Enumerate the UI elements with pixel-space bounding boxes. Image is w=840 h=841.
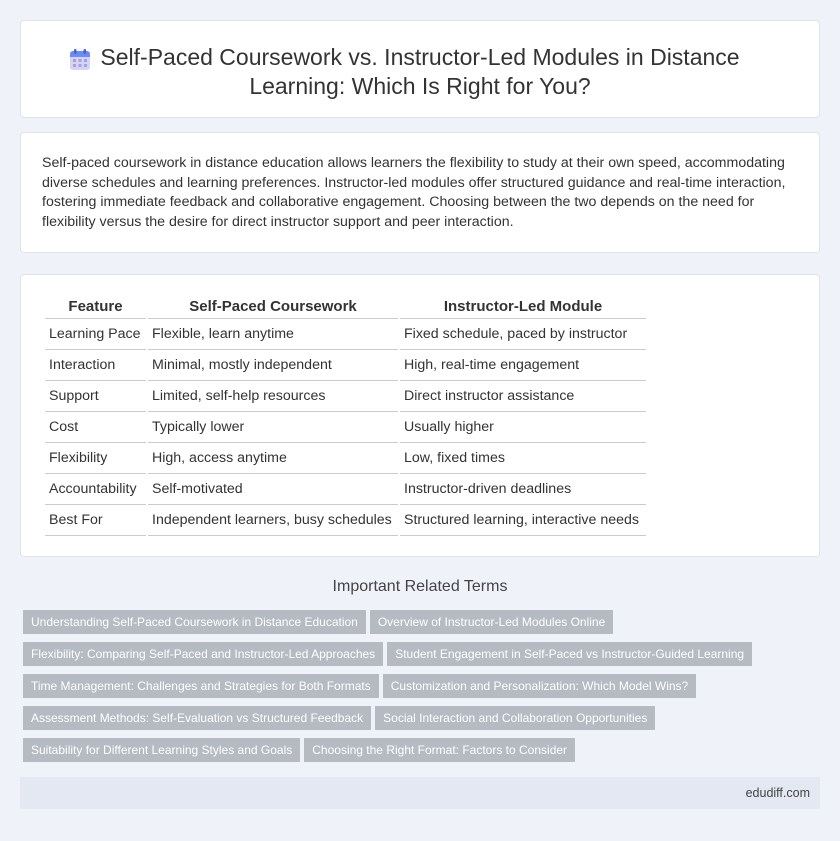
- table-cell: Learning Pace: [45, 319, 146, 350]
- table-cell: Limited, self-help resources: [148, 381, 398, 412]
- table-cell: Direct instructor assistance: [400, 381, 646, 412]
- footer: [20, 777, 820, 809]
- table-cell: Interaction: [45, 350, 146, 381]
- related-terms-heading: Important Related Terms: [332, 578, 508, 595]
- related-term-tag[interactable]: Choosing the Right Format: Factors to Consider: [304, 738, 575, 762]
- table-cell: Cost: [45, 412, 146, 443]
- tag-row: [23, 610, 813, 642]
- table-cell: Usually higher: [400, 412, 646, 443]
- column-header-instructor-led: Instructor-Led Module: [400, 294, 646, 319]
- table-cell: Flexibility: [45, 443, 146, 474]
- column-header-self-paced: Self-Paced Coursework: [148, 294, 398, 319]
- table-cell: Self-motivated: [148, 474, 398, 505]
- table-row: [45, 412, 646, 443]
- related-term-tag[interactable]: Understanding Self-Paced Coursework in Distance Education: [23, 610, 366, 634]
- table-cell: Minimal, mostly independent: [148, 350, 398, 381]
- comparison-table-card: [20, 274, 820, 557]
- table-row: [45, 474, 646, 505]
- related-term-tag[interactable]: Social Interaction and Collaboration Opportunities: [375, 706, 655, 730]
- related-terms-list: [23, 610, 813, 770]
- related-term-tag[interactable]: Time Management: Challenges and Strategies for Both Formats: [23, 674, 379, 698]
- related-term-tag[interactable]: Assessment Methods: Self-Evaluation vs Structured Feedback: [23, 706, 371, 730]
- related-term-tag[interactable]: Student Engagement in Self-Paced vs Instructor-Guided Learning: [387, 642, 752, 666]
- table-row: [45, 319, 646, 350]
- tag-row: [23, 738, 813, 770]
- tag-row: [23, 674, 813, 706]
- table-cell: Flexible, learn anytime: [148, 319, 398, 350]
- table-cell: High, access anytime: [148, 443, 398, 474]
- comparison-table: [43, 294, 648, 536]
- table-row: [45, 350, 646, 381]
- related-term-tag[interactable]: Flexibility: Comparing Self-Paced and Instructor-Led Approaches: [23, 642, 383, 666]
- tag-row: [23, 642, 813, 674]
- table-cell: Independent learners, busy schedules: [148, 505, 398, 536]
- table-cell: Support: [45, 381, 146, 412]
- column-header-feature: Feature: [45, 294, 146, 319]
- title-wrap: [61, 43, 779, 101]
- table-cell: Typically lower: [148, 412, 398, 443]
- summary-text: Self-paced coursework in distance education allows learners the flexibility to study at their own speed, accommodating diverse schedules and learning preferences. Instructor-led modules offer structured guidance and real-time interaction, fostering immediate feedback and collaborative engagement. Choosing between the two depends on the need for flexibility versus the desire for direct instructor support and peer interaction.: [42, 155, 786, 230]
- table-row: [45, 443, 646, 474]
- table-cell: Structured learning, interactive needs: [400, 505, 646, 536]
- footer-site-link[interactable]: edudiff.com: [745, 786, 810, 800]
- table-cell: Instructor-driven deadlines: [400, 474, 646, 505]
- page-title: Self-Paced Coursework vs. Instructor-Led Modules in Distance Learning: Which Is Right for You?: [100, 44, 740, 99]
- summary-card: [20, 132, 820, 253]
- table-row: [45, 505, 646, 536]
- header-card: [20, 20, 820, 118]
- table-row: [45, 381, 646, 412]
- related-term-tag[interactable]: Customization and Personalization: Which Model Wins?: [383, 674, 696, 698]
- table-header-row: [45, 294, 646, 319]
- table-cell: Fixed schedule, paced by instructor: [400, 319, 646, 350]
- table-cell: Best For: [45, 505, 146, 536]
- tag-row: [23, 706, 813, 738]
- related-term-tag[interactable]: Suitability for Different Learning Styles and Goals: [23, 738, 300, 762]
- table-cell: Low, fixed times: [400, 443, 646, 474]
- table-cell: High, real-time engagement: [400, 350, 646, 381]
- table-cell: Accountability: [45, 474, 146, 505]
- related-term-tag[interactable]: Overview of Instructor-Led Modules Online: [370, 610, 613, 634]
